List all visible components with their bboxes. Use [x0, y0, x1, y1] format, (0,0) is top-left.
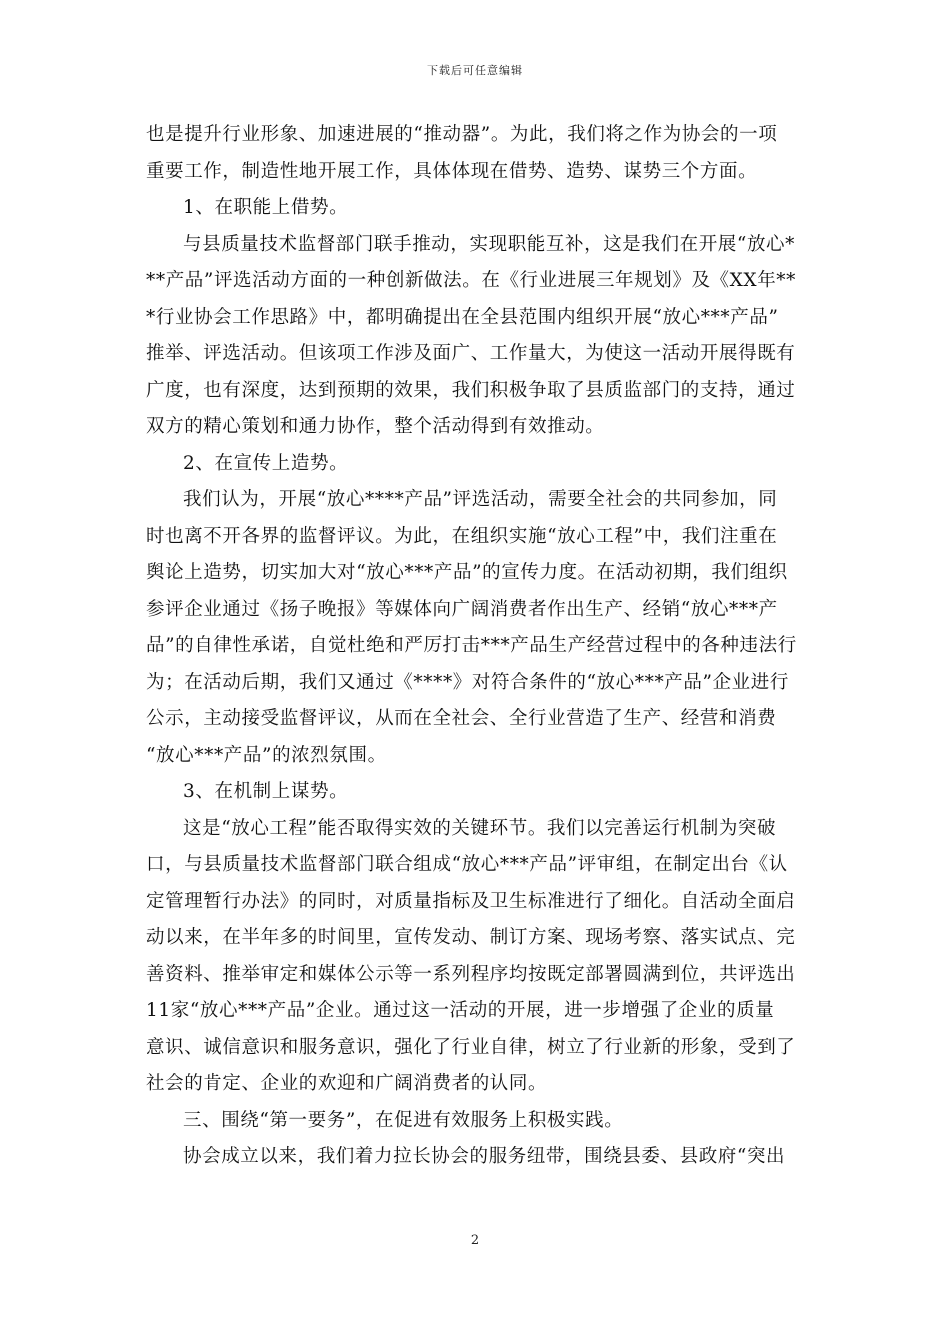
body-line: 重要工作，制造性地开展工作，具体体现在借势、造势、谋势三个方面。 — [146, 160, 758, 182]
body-line: 双方的精心策划和通力协作，整个活动得到有效推动。 — [146, 416, 605, 437]
section-heading: 3、在机制上谋势。 — [183, 781, 349, 802]
body-line: 11家“放心***产品”企业。通过这一活动的开展，进一步增强了企业的质量 — [146, 1000, 775, 1021]
paragraph-start: 这是“放心工程”能否取得实效的关键环节。我们以完善运行机制为突破 — [183, 817, 777, 839]
paragraph-start: 协会成立以来，我们着力拉长协会的服务纽带，围绕县委、县政府“突出 — [183, 1146, 786, 1167]
body-line: 定管理暂行办法》的同时，对质量指标及卫生标准进行了细化。自活动全面启 — [146, 890, 796, 912]
page-header: 下载后可任意编辑 — [427, 64, 523, 77]
body-line: 社会的肯定、企业的欢迎和广阔消费者的认同。 — [146, 1073, 548, 1094]
document-body — [146, 117, 806, 1176]
section-heading: 2、在宣传上造势。 — [183, 452, 349, 474]
body-line: *行业协会工作思路》中，都明确提出在全县范围内组织开展“放心***产品” — [146, 306, 779, 328]
body-line: “放心***产品”的浓烈氛围。 — [146, 744, 387, 766]
body-line: 品”的自律性承诺，自觉杜绝和严厉打击***产品生产经营过程中的各种违法行 — [146, 635, 797, 656]
body-line: 公示，主动接受监督评议，从而在全社会、全行业营造了生产、经营和消费 — [146, 708, 777, 729]
page-number: 2 — [470, 1233, 480, 1248]
section-heading: 1、在职能上借势。 — [183, 197, 349, 218]
body-line: 也是提升行业形象、加速进展的“推动器”。为此，我们将之作为协会的一项 — [146, 124, 778, 145]
body-line: 善资料、推举审定和媒体公示等一系列程序均按既定部署圆满到位，共评选出 — [146, 963, 796, 985]
body-line: 意识、诚信意识和服务意识，强化了行业自律，树立了行业新的形象，受到了 — [146, 1036, 796, 1058]
body-line: 动以来，在半年多的时间里，宣传发动、制订方案、现场考察、落实试点、完 — [146, 927, 796, 948]
body-line: 广度，也有深度，达到预期的效果，我们积极争取了县质监部门的支持，通过 — [146, 379, 796, 401]
paragraph-start: 我们认为，开展“放心****产品”评选活动，需要全社会的共同参加，同 — [183, 489, 778, 510]
paragraph-start: 与县质量技术监督部门联手推动，实现职能互补，这是我们在开展“放心* — [183, 233, 796, 255]
body-line: **产品”评选活动方面的一种创新做法。在《行业进展三年规划》及《XX年** — [146, 270, 797, 291]
section-heading: 三、围绕“第一要务”，在促进有效服务上积极实践。 — [183, 1109, 624, 1131]
body-line: 参评企业通过《扬子晚报》等媒体向广阔消费者作出生产、经销“放心***产 — [146, 598, 778, 620]
body-line: 舆论上造势，切实加大对“放心***产品”的宣传力度。在活动初期，我们组织 — [146, 562, 788, 583]
body-line: 为；在活动后期，我们又通过《****》对符合条件的“放心***产品”企业进行 — [146, 671, 789, 693]
body-line: 推举、评选活动。但该项工作涉及面广、工作量大，为使这一活动开展得既有 — [146, 343, 796, 364]
body-line: 口，与县质量技术监督部门联合组成“放心***产品”评审组，在制定出台《认 — [146, 854, 788, 875]
body-line: 时也离不开各界的监督评议。为此，在组织实施“放心工程”中，我们注重在 — [146, 525, 778, 547]
